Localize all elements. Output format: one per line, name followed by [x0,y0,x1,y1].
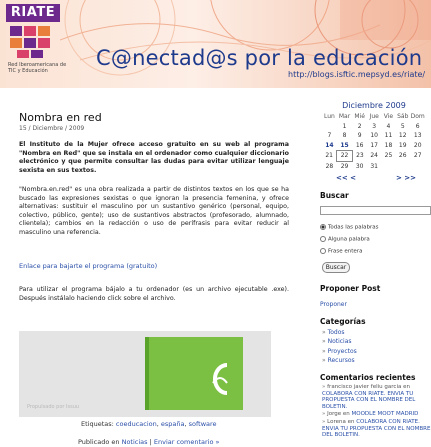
post-title[interactable]: Nombra en red [19,111,102,124]
calendar-grid [322,112,426,171]
calendar-day: 13 [413,132,422,140]
calendar-day-link[interactable]: 14 [325,142,334,149]
calendar-day: 25 [384,152,393,160]
weekday-label: Lun [323,113,335,121]
weekday-label: Mié [354,113,365,121]
calendar-day: 21 [325,152,333,160]
comment-item [322,384,431,410]
calendar-day: 3 [372,122,377,130]
tag-link[interactable]: coeducacion [115,420,157,428]
radio-icon[interactable] [320,236,326,242]
calendar-title: Diciembre 2009 [342,101,406,110]
logo-subtitle: Red Iberoamericana de TIC y Educación [8,62,67,74]
weekday-label: Mar [338,113,351,121]
categories-heading: Categorías [320,317,366,326]
calendar-next-button[interactable]: > >> [396,174,417,182]
embedded-document-viewer[interactable] [19,331,271,417]
proponer-link[interactable]: Proponer [320,301,347,308]
calendar-day [410,161,426,171]
search-input[interactable] [320,206,431,215]
comment-link[interactable]: Enviar comentario » [153,438,220,446]
categories-list [322,328,357,365]
category-link[interactable]: » Noticias [322,337,357,346]
calendar-day-today: 22 [337,151,352,162]
document-cover[interactable] [145,337,243,410]
calendar-day: 4 [386,122,391,130]
comment-post-link[interactable]: MOODLE MOOT MADRID [351,411,419,418]
comment-author: Lorena en [327,418,355,425]
issuu-watermark: Propulsado por Issuu [27,404,80,410]
tag-link[interactable]: software [188,420,217,428]
weekday-label: Dom [410,113,425,121]
calendar-day: 1 [342,122,347,130]
radio-selected-icon[interactable] [320,224,326,230]
calendar-day: 19 [398,142,407,149]
calendar-day: 20 [413,142,422,149]
comment-post-link[interactable]: COLABORA CON RIATE. ENVIA TU PROPUESTA CON EL NOMBRE DEL BOLETIN. [322,418,431,439]
calendar-day-link[interactable]: 15 [340,141,349,149]
comment-author: francisco javier feliu garcia en [327,384,410,390]
calendar-day: 23 [356,152,364,160]
calendar-day: 8 [342,132,347,140]
calendar-day: 29 [340,162,349,170]
calendar-day: 28 [325,162,334,170]
calendar-day: 2 [357,122,362,130]
calendar-day [322,122,337,132]
site-url[interactable]: http://blogs.isftic.mepsyd.es/riate/ [288,70,426,79]
calendar-day: 30 [355,162,364,170]
calendar-day: 6 [415,122,420,130]
calendar-day: 9 [357,132,362,140]
tag-link[interactable]: españa [160,420,185,428]
post-meta: Publicado en Noticias | Enviar comentario » [78,438,220,446]
radio-all-words[interactable] [320,224,379,231]
post-paragraph-body: "Nombra.en.red" es una obra realizada a partir de distintos textos en los que se ha buscado las expresiones sexistas o que ignoran la presencia femenina, y ofrece alternativas: sustituir el masculino por un sustantivo genérico (personal, equipo, colectivo, público, gente); uso de sustantivos abstractos (profesorado, alumnado, clientela); cambios en la redacción o uso de perífrasis para evitar reducir al masculino una referencia. [19,186,289,236]
calendar-day: 17 [370,142,378,149]
riate-logo[interactable] [6,4,67,78]
download-link[interactable]: Enlace para bajarte el programa (gratuito) [19,262,158,270]
post-paragraph-intro: El Instituto de la Mujer ofrece acceso gratuito en su web al programa "Nombra en Red" que se instala en el ordenador como cualquier diccionario electrónico y que permite consultar las dudas para evitar utilizar lenguaje sexista en sus textos. [19,141,289,174]
site-title[interactable]: C@nectad@s por la educación [96,46,423,70]
post-paragraph-instructions: Para utilizar el programa bájalo a tu ordenador (es un archivo ejecutable .exe). Después instálalo haciendo click sobre el archivo. [19,286,289,302]
search-heading: Buscar [320,191,349,200]
calendar-day: 27 [413,152,422,160]
calendar-day: 31 [370,162,378,170]
comment-author: Jorge en [327,411,350,418]
logo-title: RIATE [6,4,60,22]
calendar-day [381,161,395,171]
recent-comments-heading: Comentarios recientes [320,373,416,382]
published-label: Publicado en [78,438,120,446]
recent-comments-list [322,384,431,440]
calendar-prev-button[interactable]: << < [336,174,357,182]
search-button[interactable]: Buscar [322,262,350,273]
calendar-day: 7 [327,132,332,140]
comment-post-link[interactable]: COLABORA CON RIATE. ENVIA TU PROPUESTA CON EL NOMBRE DEL BOLETIN. [322,390,416,410]
calendar-day: 18 [384,142,393,149]
radio-label: Todas las palabras [328,224,379,231]
category-link[interactable]: Noticias [121,438,148,446]
calendar-day: 24 [370,152,378,160]
radio-label: Frase entera [328,248,363,255]
calendar-day: 11 [384,132,393,140]
calendar-day [396,161,410,171]
category-link[interactable]: » Proyectos [322,347,357,356]
calendar-day: 26 [398,152,407,160]
post-date: 15 / Diciembre / 2009 [19,125,85,132]
category-link[interactable]: » Todos [322,328,357,337]
category-link[interactable]: » Recursos [322,356,357,365]
radio-icon[interactable] [320,248,326,254]
weekday-label: Jue [369,113,379,121]
nombra-logo-icon [207,359,233,399]
calendar-day: 16 [355,142,364,149]
site-header [0,0,431,88]
comment-item [322,411,431,418]
radio-any-word[interactable] [320,236,370,243]
radio-label: Alguna palabra [328,236,370,243]
radio-exact-phrase[interactable] [320,248,362,255]
calendar-day: 12 [398,132,407,140]
logo-mark-icon [8,24,56,60]
calendar-day: 10 [370,132,378,140]
proponer-heading: Proponer Post [320,284,381,293]
weekday-label: Vie [383,113,394,121]
tags-label: Etiquetas: [81,420,114,428]
comment-item [322,419,431,439]
weekday-label: Sáb [397,113,409,121]
post-tags: Etiquetas: coeducacion, españa, software [81,420,217,428]
calendar-day: 5 [400,122,405,130]
